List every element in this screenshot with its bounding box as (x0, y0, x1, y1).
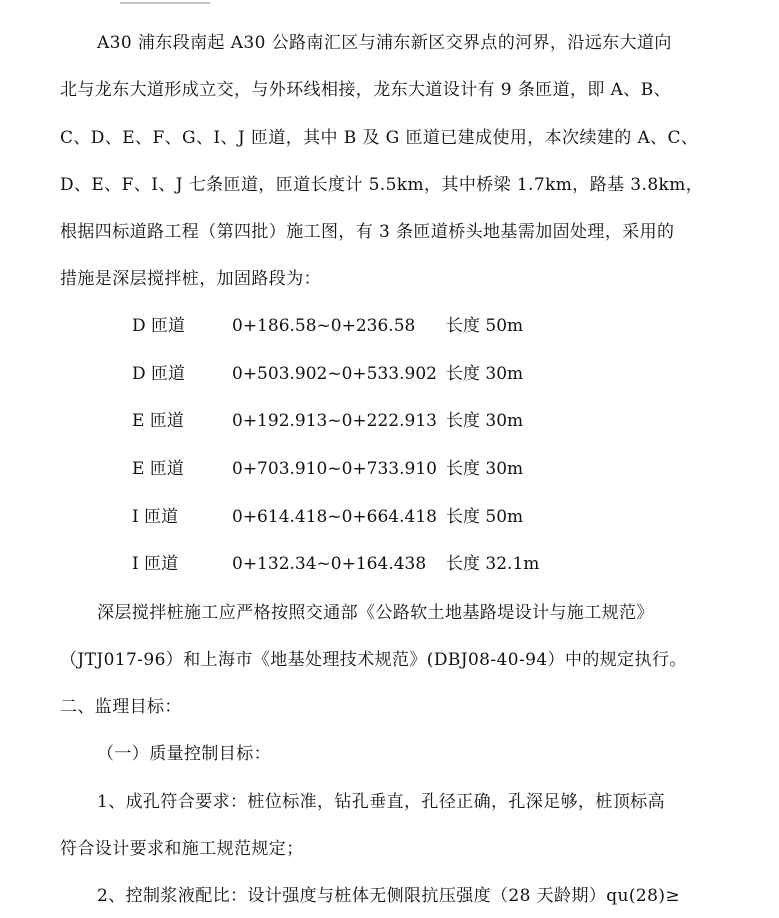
spec-line-2: （JTJ017-96）和上海市《地基处理技术规范》(DBJ08-40-94）中的规定执行。 (60, 650, 687, 670)
ramp-name: E 匝道 (132, 459, 184, 479)
item1-line-2: 符合设计要求和施工规范规定； (60, 839, 304, 859)
intro-line-1: A30 浦东段南起 A30 公路南汇区与浦东新区交界点的河界，沿远东大道向 (97, 33, 672, 53)
ramp-length: 长度 30m (446, 459, 524, 479)
ramp-range: 0+186.58~0+236.58 (232, 316, 416, 336)
ramp-name: E 匝道 (132, 411, 184, 431)
ramp-name: D 匝道 (132, 316, 186, 336)
ramp-length: 长度 32.1m (446, 554, 540, 574)
ramp-name: I 匝道 (132, 507, 179, 527)
ramp-range: 0+614.418~0+664.418 (232, 507, 437, 527)
ramp-name: I 匝道 (132, 554, 179, 574)
ramp-length: 长度 50m (446, 507, 524, 527)
ramp-range: 0+132.34~0+164.438 (232, 554, 427, 574)
intro-line-3: C、D、E、F、G、I、J 匝道，其中 B 及 G 匝道已建成使用，本次续建的 A、C、 (60, 128, 699, 148)
cropped-text-fragment (120, 0, 210, 4)
ramp-length: 长度 30m (446, 411, 524, 431)
section-heading: 二、监理目标： (60, 697, 182, 717)
ramp-range: 0+503.902~0+533.902 (232, 364, 437, 384)
spec-line-1: 深层搅拌桩施工应严格按照交通部《公路软土地基路堤设计与施工规范》 (97, 603, 654, 623)
ramp-length: 长度 50m (446, 316, 524, 336)
ramp-length: 长度 30m (446, 364, 524, 384)
item2-line-1: 2、控制浆液配比：设计强度与桩体无侧限抗压强度（28 天龄期）qu(28)≥ (97, 886, 681, 906)
ramp-range: 0+192.913~0+222.913 (232, 411, 437, 431)
intro-line-6: 措施是深层搅拌桩，加固路段为： (60, 269, 321, 289)
intro-line-2: 北与龙东大道形成立交，与外环线相接，龙东大道设计有 9 条匝道，即 A、B、 (60, 80, 671, 100)
intro-line-5: 根据四标道路工程（第四批）施工图，有 3 条匝道桥头地基需加固处理，采用的 (60, 222, 675, 242)
item1-line-1: 1、成孔符合要求：桩位标准，钻孔垂直，孔径正确，孔深足够，桩顶标高 (97, 792, 666, 812)
ramp-range: 0+703.910~0+733.910 (232, 459, 437, 479)
subsection-heading: （一）质量控制目标： (97, 744, 271, 764)
ramp-name: D 匝道 (132, 364, 186, 384)
intro-line-4: D、E、F、I、J 七条匝道，匝道长度计 5.5km，其中桥梁 1.7km，路基 3.8km， (60, 175, 704, 195)
